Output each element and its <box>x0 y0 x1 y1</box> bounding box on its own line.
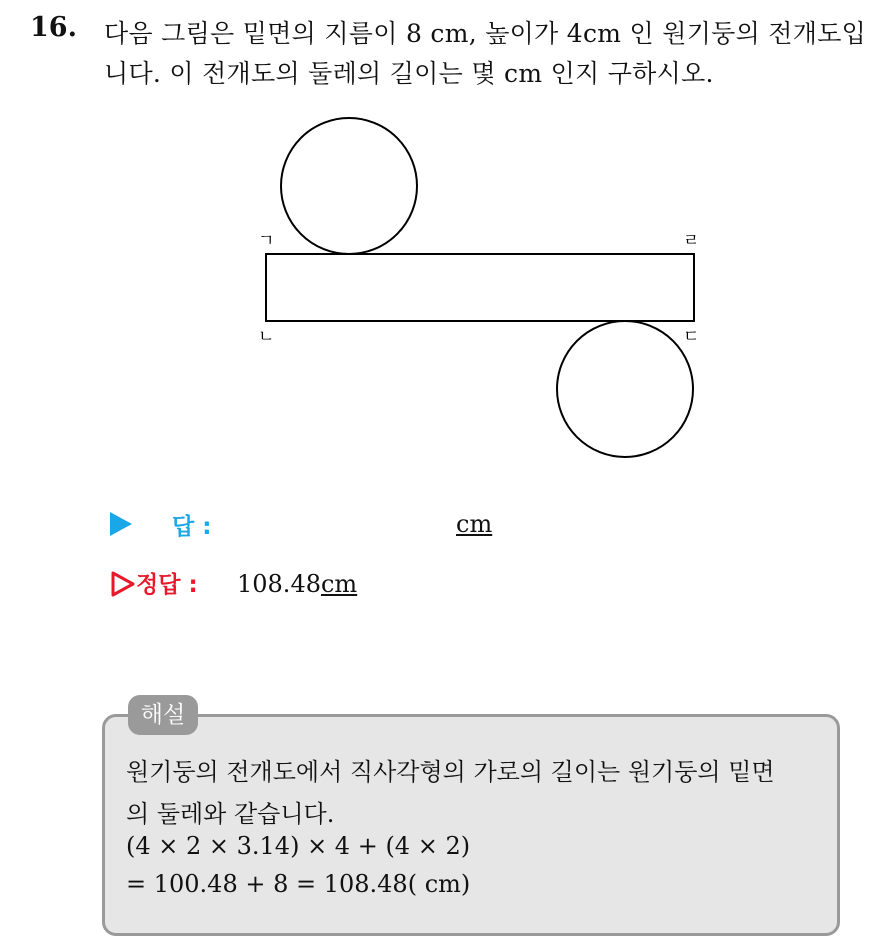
corner-label-bottom-right: ㄷ <box>683 327 700 347</box>
side-rectangle <box>266 254 694 321</box>
explanation-result: = 100.48 + 8 = 108.48( cm) <box>126 870 471 898</box>
answer-unit: cm <box>456 510 493 538</box>
correct-answer-label: 정답 : <box>136 572 198 598</box>
correct-answer-number: 108.48 <box>237 570 321 598</box>
bottom-base-circle <box>557 321 693 457</box>
top-base-circle <box>281 118 417 254</box>
question-text-line2: 니다. 이 전개도의 둘레의 길이는 몇 cm 인지 구하시오. <box>104 59 714 88</box>
corner-label-bottom-left: ㄴ <box>258 327 275 347</box>
explanation-tab: 해설 <box>128 695 198 735</box>
question-number: 16. <box>30 12 77 43</box>
explanation-line: 의 둘레와 같습니다. <box>126 800 335 828</box>
question-text-line1: 다음 그림은 밑면의 지름이 8 cm, 높이가 4cm 인 원기둥의 전개도입 <box>104 19 867 48</box>
corner-label-top-right: ㄹ <box>683 231 700 251</box>
outline-triangle-icon <box>110 570 136 598</box>
correct-answer-unit: cm <box>320 570 358 598</box>
correct-answer-value <box>237 570 357 598</box>
corner-label-top-left: ㄱ <box>258 231 275 251</box>
play-triangle-icon <box>110 512 132 536</box>
explanation-formula: (4 × 2 × 3.14) × 4 + (4 × 2) <box>126 832 471 860</box>
answer-label: 답 : <box>172 514 212 540</box>
explanation-line: 원기둥의 전개도에서 직사각형의 가로의 길이는 원기둥의 밑면 <box>126 758 775 786</box>
